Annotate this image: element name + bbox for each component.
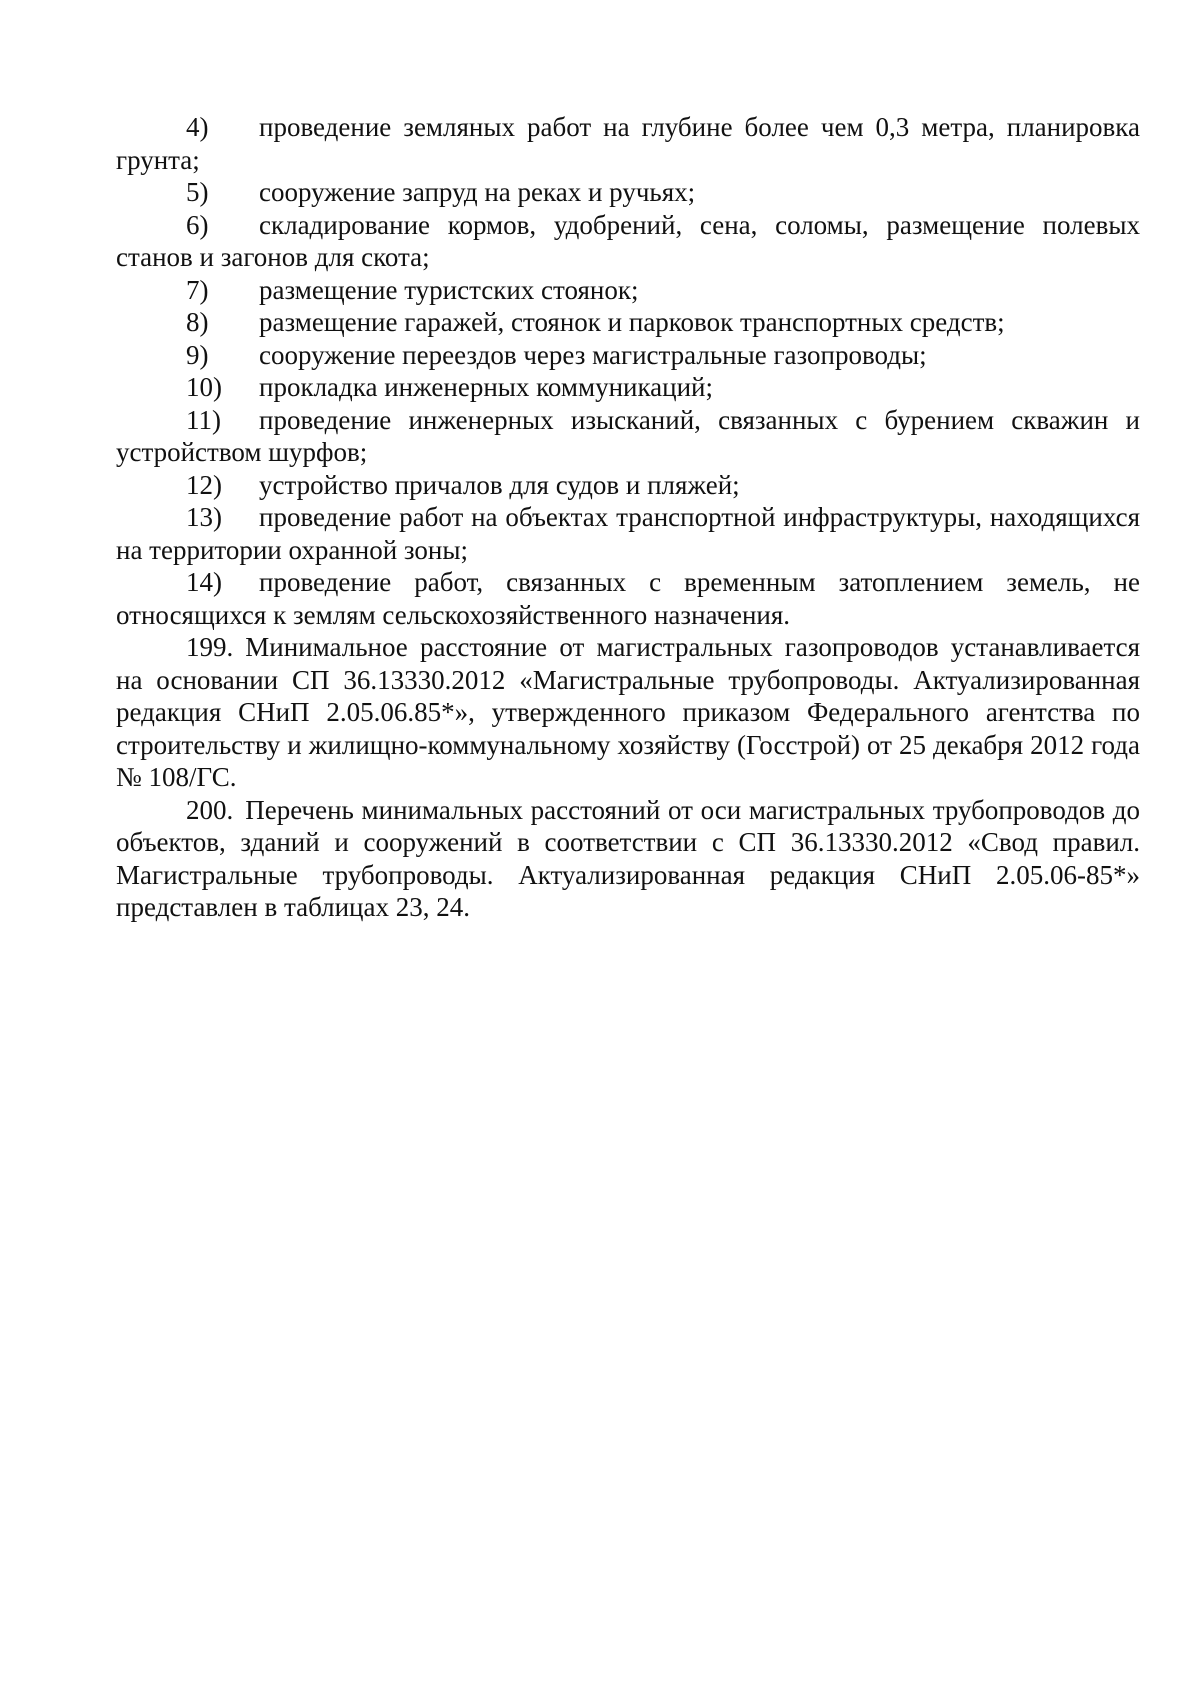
point-paragraph [116, 631, 1140, 794]
list-item [116, 209, 1140, 274]
list-item [116, 176, 1140, 209]
item-number: 7) [186, 274, 209, 305]
item-text: размещение гаражей, стоянок и парковок транспортных средств; [259, 307, 1005, 337]
item-number: 11) [186, 404, 221, 435]
item-text: проведение работ на объектах транспортной инфраструктуры, находящихся на территории охранной зоны; [116, 502, 1140, 565]
list-item [116, 306, 1140, 339]
point-number: 200. [186, 794, 234, 825]
document-page [116, 111, 1140, 924]
list-item [116, 339, 1140, 372]
item-number: 8) [186, 307, 209, 337]
item-text: устройство причалов для судов и пляжей; [259, 469, 740, 500]
item-text: проведение земляных работ на глубине более чем 0,3 метра, планировка грунта; [116, 112, 1140, 175]
item-number: 14) [186, 567, 222, 597]
item-text: размещение туристских стоянок; [259, 274, 639, 305]
item-number: 12) [186, 469, 222, 500]
list-item [116, 371, 1140, 404]
item-number: 9) [186, 339, 209, 370]
item-text: сооружение запруд на реках и ручьях; [259, 177, 696, 207]
list-item [116, 501, 1140, 566]
list-item [116, 566, 1140, 631]
list-item [116, 111, 1140, 176]
item-text: прокладка инженерных коммуникаций; [259, 372, 714, 402]
item-number: 13) [186, 502, 222, 532]
item-text: сооружение переездов через магистральные газопроводы; [259, 339, 927, 370]
list-item [116, 404, 1140, 469]
list-item [116, 274, 1140, 307]
point-text: Перечень минимальных расстояний от оси магистральных трубопроводов до объектов, зданий и сооружений в соответствии с СП 36.13330.2012 «Свод правил. Магистральные трубопроводы. Актуализированная редакция СНиП 2.05.06-85*» представлен в таблицах 23, 24. [116, 794, 1140, 922]
point-number: 199. [186, 632, 234, 662]
item-number: 4) [186, 112, 209, 142]
item-number: 5) [186, 177, 209, 207]
item-text: складирование кормов, удобрений, сена, соломы, размещение полевых станов и загонов для скота; [116, 209, 1140, 272]
item-number: 6) [186, 209, 209, 240]
list-item [116, 469, 1140, 502]
item-text: проведение инженерных изысканий, связанных с бурением скважин и устройством шурфов; [116, 404, 1140, 467]
point-text: Минимальное расстояние от магистральных газопроводов устанавливается на основании СП 36.13330.2012 «Магистральные трубопроводы. Актуализированная редакция СНиП 2.05.06.85*», утвержденного приказом Федерального агентства по строительству и жилищно-коммунальному хозяйству (Госстрой) от 25 декабря 2012 года № 108/ГС. [116, 632, 1140, 792]
point-paragraph [116, 794, 1140, 924]
item-number: 10) [186, 372, 222, 402]
item-text: проведение работ, связанных с временным затоплением земель, не относящихся к землям сельскохозяйственного назначения. [116, 567, 1140, 630]
